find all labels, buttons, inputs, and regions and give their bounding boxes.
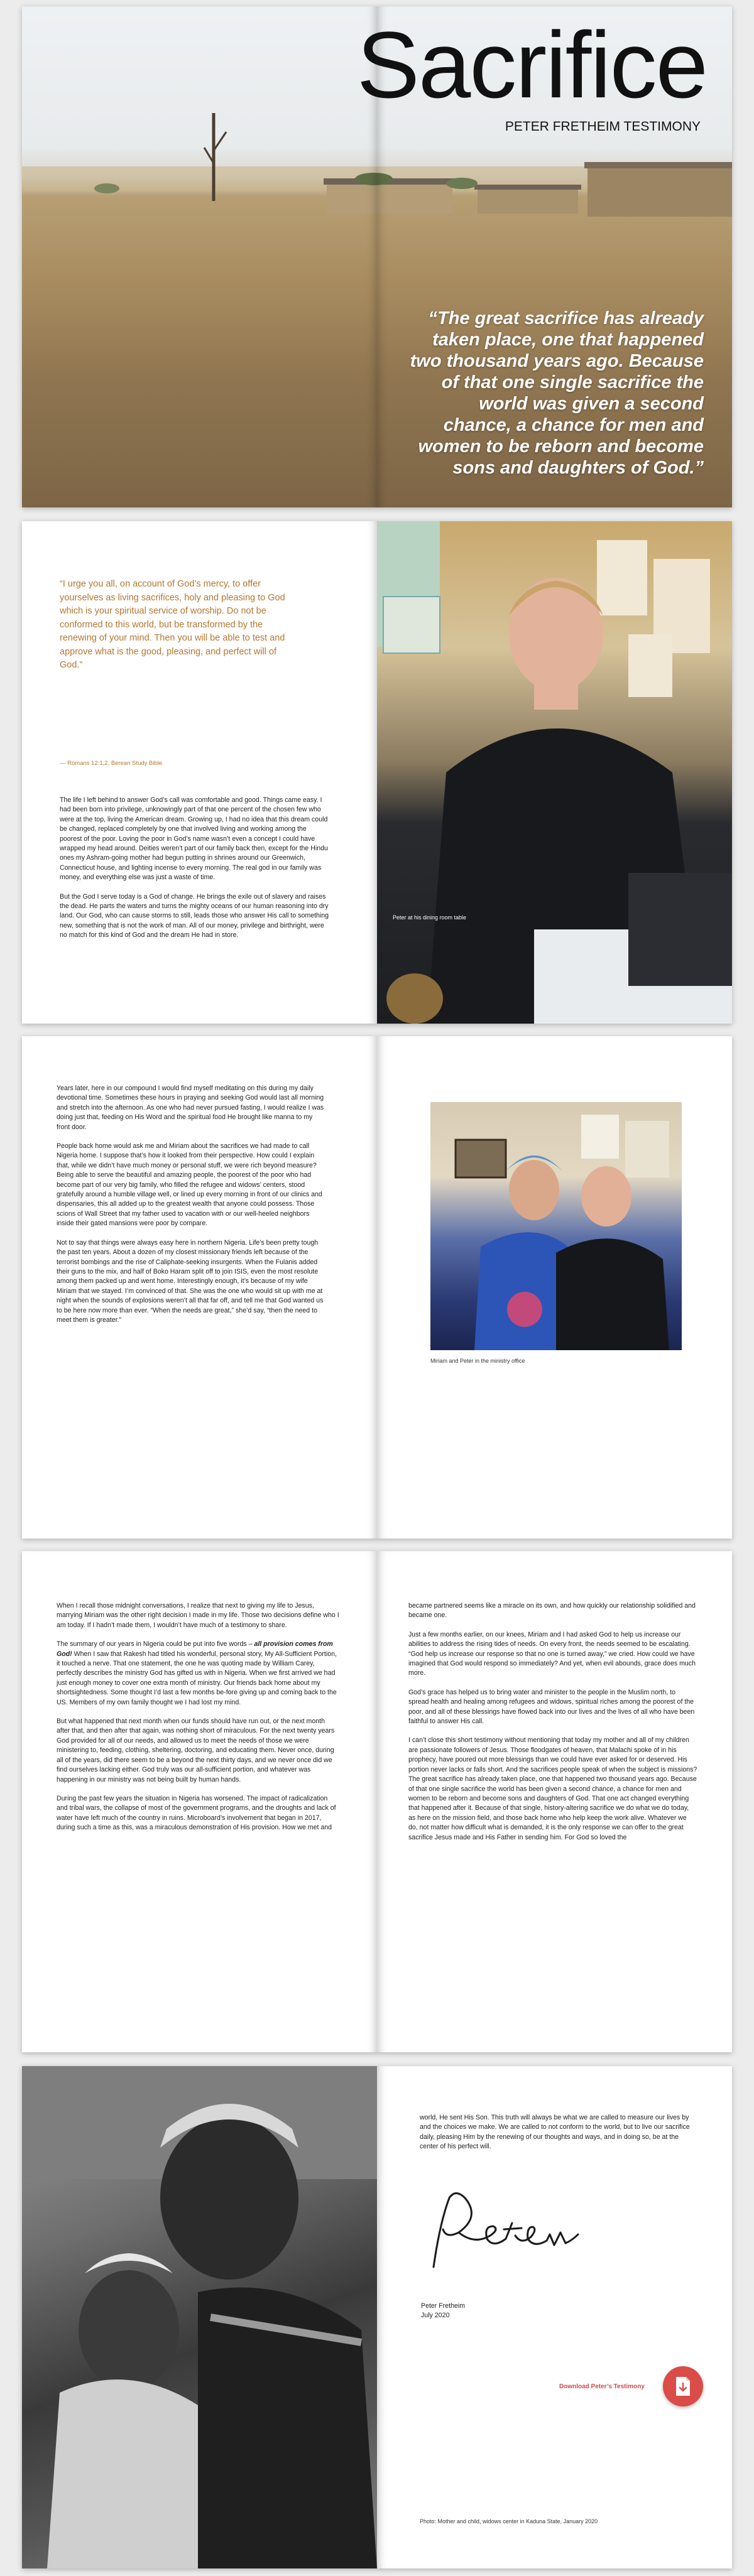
photo-credit: Photo: Mother and child, widows center in Kaduna State, January 2020 [420,2518,598,2525]
body-text [408,1601,697,1852]
page-left [22,1551,377,2052]
page-left [22,521,377,1024]
body-text [420,2113,690,2162]
pull-quote-citation: — Romans 12:1,2, Berean Study Bible [60,760,163,767]
mother-child-photo [22,2066,377,2568]
paragraph: But the God I serve today is a God of change. He brings the exile out of slavery and raises the dead. He parts the waters and turns the mighty oceans of our human reasoning into dry land. Our God, who can cause storms to still, leads those who answer His call to something new, something that is not the work of man. All of our money, privilege and birthright, were no match for this kind of God and the dream He had in store. [60,892,329,939]
page-right [377,1551,732,2052]
pull-quote: “I urge you all, on account of God’s mercy, to offer yourselves as living sacrifices, holy and pleasing to God which is your spiritual service of worship. Do not be conformed to this world, but be transformed by the renewing of your mind. Then you will be able to test and approve what is the good, pleasing, and perfect will of God.” [60,579,285,670]
page-right [377,521,732,1024]
portrait-photo [377,521,732,1024]
spread-3 [22,1036,732,1539]
ministry-illustration [430,1102,682,1350]
page-right [377,1036,732,1539]
signature-date: July 2020 [421,2312,450,2319]
paragraph: Years later, here in our compound I would find myself meditating on this during my daily devotional time. Sometimes these hours in praying and seeking God would last all morning and stretch into the afternoon. As one who had never pursued fasting, I would realize I was doing just that, feeding on His Word and the spiritual food He brought like manna to my front door. [57,1085,324,1131]
paragraph: became partnered seems like a miracle on its own, and how quickly our relationship solidified and became one. [408,1602,696,1620]
photo-caption: Miriam and Peter in the ministry office [430,1358,525,1364]
paragraph: The life I left behind to answer God’s call was comfortable and good. Things came easy. I had been born into privilege, unknowingly part of that one percent of the chosen few who were at the top, living the American dream. Growing up, I had no idea that this dream could be changed, replaced completely by one that involved living and working among the poorest of the poor. Loving the poor in God’s name wasn’t even a concept I could have wrapped my head around. Deities weren’t part of our family back then, except for the Hindu ones my Ashram-going mother had begun putting in shrines around our Greenwich, Connecticut house, and lighting incense to every morning. The real god in our family was money, and everything else was just a waste of time. [60,796,328,882]
ministry-photo [430,1102,682,1350]
download-button[interactable] [663,2366,703,2406]
page-left [22,6,377,507]
signature-image [421,2185,584,2280]
signature-block [421,2302,465,2320]
text-run: When I saw that Rakesh had titled his wonderful, personal story, My All-Sufficient Portion, it touched a nerve. That one statement, the one he was quoting made by William Carey, perfectly describes the ministry God has gifted us with in Nigeria. When we first arrived we had just enough money to cover one extra month of ministry. Our friends back home about my shortsightedness. Some thought I’d last a few months be-fore giving up and coming back to the US. Members of my own family thought we I had lost my mind. [57,1650,337,1706]
spread-2 [22,521,732,1024]
spread-5 [22,2066,732,2568]
paragraph: Not to say that things were always easy here in northern Nigeria. Life’s been pretty tough the past ten years. About a dozen of my closest missionary friends left because of the terrorist bombings and the rise of Caliphate-seeking insurgents. When the Fulanis added their guns to the mix, and half of Boko Haram split off to join ISIS, even the most resolute among them packed up and went home. Interestingly enough, it’s because of my wife Miriam that we stayed. I’m convinced of that. She was the one who would sit up with me at night when the sounds of explosions weren’t all that far off, and tell me that God wanted us to be here now more than ever. “When the needs are great,” she’d say, “then the need to meet them is greater.” [57,1238,324,1324]
body-text [57,1601,339,1843]
portrait-illustration [377,521,732,1024]
emphasis-text: all provision comes from God! [57,1640,333,1658]
download-link[interactable]: Download Peter’s Testimony [559,2383,645,2390]
mother-child-illustration [22,2066,377,2568]
paragraph: But what happened that next month when our funds should have run out, or the next month after that, and then after that again, was nothing short of miraculous. For the next twenty years God provided for all of our needs, and allowed us to meet the needs of those we were ministering to, feeding, clothing, sheltering, doctoring, and educating them. Never once, during all of the years, did there seem to be a beyond the next thirty days, and we never once did we find ourselves lacking either. God truly was our all-sufficient portion, and whatever was happening in our ministry was not being built by human hands. [57,1718,335,1783]
download-document-icon [674,2376,692,2397]
paragraph: During the past few years the situation in Nigeria has worsened. The impact of radicalization and tribal wars, the collapse of most of the government programs, and the droughts and lack of water have left much of the country in ruins. Microboard’s involvement that began in 2017, during such a time as this, was a miraculous demonstration of His provision. How we met and [57,1794,336,1832]
page-subtitle: PETER FRETHEIM TESTIMONY [505,119,701,134]
paragraph: world, He sent His Son. This truth will always be what we are called to measure our lives by and the choices we make. We are called to not conform to the world, but to live our sacrifice daily, pleasing Him by the renewing of our thoughts and ways, and in doing so, be at the center of his perfect will. [420,2114,690,2151]
photo-caption: Peter at his dining room table [393,914,467,921]
spread-title [22,6,732,507]
paragraph [57,1640,339,1707]
paragraph: I can’t close this short testimony without mentioning that today my mother and all of my children are passionate followers of Jesus. Those floodgates of heaven, that Malachi spoke of in his prophecy, have poured out more blessings than we could have ever asked for or deserved. His portion never lacks or falls short. And the sacrifices people speak of when the subject is missions? The great sacrifice has already taken place, one that happened two thousand years ago. Because of that one single sacrifice the world has been given a second chance, a chance for men and women to be reborn and become sons and daughters of God. That one act changed everything that happened after it. Because of that single, history-altering sacrifice we do what we do today, as here on the mission field, and those back home who help keep the work alive. Whatever we do, not matter how difficult what is demanded, it is the only response we can offer to the great sacrifice Jesus made and His Father in sending him. For God so loved the [408,1736,697,1841]
page-left [22,2066,377,2568]
paragraph: When I recall those midnight conversations, I realize that next to giving my life to Jesus, marrying Miriam was the other right decision I made in my life. Those two decisions define who I am today. If I hadn’t made them, I wouldn’t have much of a testimony to share. [57,1602,339,1629]
spread-4 [22,1551,732,2052]
body-text [57,1084,327,1334]
paragraph: Just a few months earlier, on our knees, Miriam and I had asked God to help us increase our abilities to address the rising tides of needs. On every front, the needs seemed to be escalating. “God help us increase our response so that no one is turned away,” we cried. How could we have imagined that God would respond so immediately? And yet, when evil abounds, grace does much more. [408,1630,696,1677]
page-left [22,1036,377,1539]
paragraph: People back home would ask me and Miriam about the sacrifices we had made to call Nigeria home. I suppose that’s how it looked from their perspective. How could I explain that, while we didn’t have much money or personal stuff, we were rich beyond measure? Being able to serve the beautiful and amazing people, the poorest of the poor who had become part of our very big family, who filled the refugee and widows’ centers, stood gratefully around a humble village well, or lined up every morning in front of our clinics and dispensaries, this all added up to the greatest wealth that anyone could possess. Those scions of Wall Street that my father used to vacation with or our well-heeled neighbors inside their gated mansions were poor by compare. [57,1142,322,1228]
page-title: Sacrifice [356,12,707,117]
signer-name: Peter Fretheim [421,2302,466,2310]
text-run: The summary of our years in Nigeria could be put into five words – [57,1640,254,1648]
paragraph: God’s grace has helped us to bring water and minister to the people in the Muslim north, to spread health and healing among refugees and widows, spiritual riches among the poorest of the poor, and all of these blessings have flowed back into our lives and the lives of all who have been faithful to answer His call. [408,1688,695,1726]
hero-quote: “The great sacrifice has already taken place, one that happened two thousand years ago. Because of that one single sacrifice the world was given a second chance, a chance for men and women to be reborn and become sons and daughters of God.” [410,308,704,478]
body-text [60,796,330,950]
page-right [377,2066,732,2568]
